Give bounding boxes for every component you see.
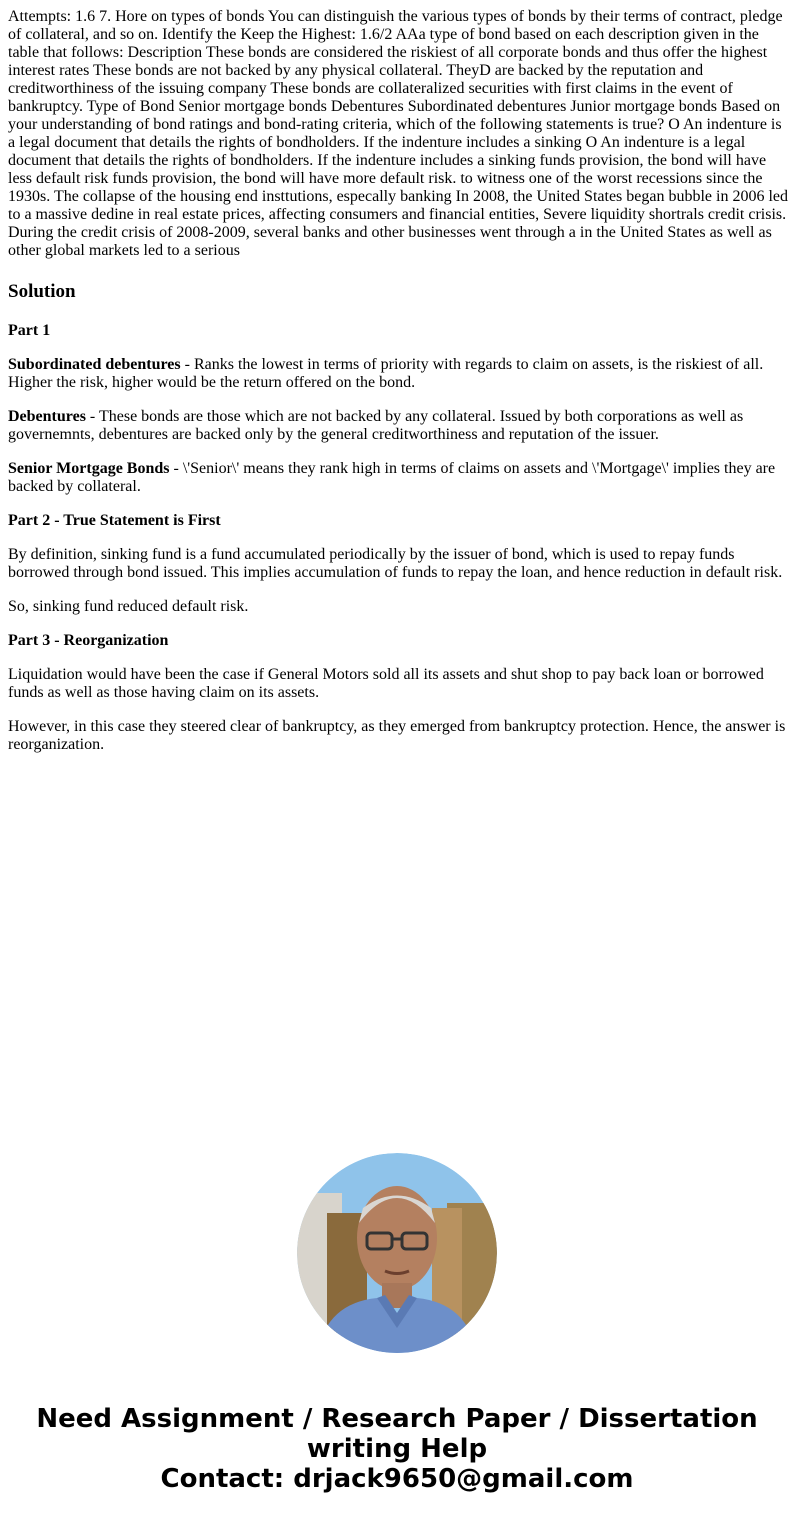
footer-line-2: writing Help — [306, 1434, 488, 1464]
document-content — [8, 8, 788, 770]
term-description: - Ranks the lowest in terms of priority with regards to claim on assets, is the riskiest of all. Higher the risk, higher would be the return offered on the bond. — [8, 356, 764, 391]
footer-line-1: Need Assignment / Research Paper / Dissertation — [36, 1404, 758, 1434]
part3-paragraph: However, in this case they steered clear of bankruptcy, as they emerged from bankruptcy protection. Hence, the answer is reorganization. — [8, 718, 786, 753]
part2-paragraph: So, sinking fund reduced default risk. — [8, 598, 249, 615]
author-avatar — [297, 1153, 497, 1353]
part3-heading: Part 3 - Reorganization — [8, 632, 169, 649]
part1-item-subordinated-debentures — [8, 356, 788, 392]
term-label: Senior Mortgage Bonds — [8, 460, 170, 477]
footer-contact: Contact: drjack9650@gmail.com — [160, 1464, 634, 1494]
question-text: Attempts: 1.6 7. Hore on types of bonds You can distinguish the various types of bonds by their terms of contract, pledge of collateral, and so on. Identify the Keep the Highest: 1.6/2 AAa type of bond based on each description given in the table that follows: Description These bonds are considered the riskiest of all corporate bonds and thus offer the highest interest rates These bonds are not backed by any physical collateral. TheyD are backed by the reputation and creditworthiness of the issuing company These bonds are collateralized securities with first claims in the event of bankruptcy. Type of Bond Senior mortgage bonds Debentures Subordinated debentures Junior mortgage bonds Based on your understanding of bond ratings and bond-rating criteria, which of the following statements is true? O An indenture is a legal document that details the rights of bondholders. If the indenture includes a sinking O An indenture is a legal document that details the rights of bondholders. If the indenture includes a sinking funds provision, the bond will have less default risk funds provision, the bond will have more default risk. to witness one of the worst recessions since the 1930s. The collapse of the housing end insttutions, especally banking In 2008, the United States began bubble in 2006 led to a massive dedine in real estate prices, affecting consumers and financial entities, Severe liquidity shortrals credit crisis. During the credit crisis of 2008-2009, several banks and other businesses went through a in the United States as well as other global markets led to a serious — [8, 8, 789, 259]
term-description: - \'Senior\' means they rank high in terms of claims on assets and \'Mortgage\' implies they are backed by collateral. — [8, 460, 776, 495]
part1-item-debentures — [8, 408, 788, 444]
term-label: Subordinated debentures — [8, 356, 181, 373]
part2-heading: Part 2 - True Statement is First — [8, 512, 221, 529]
footer-promo — [0, 1404, 794, 1494]
term-label: Debentures — [8, 408, 86, 425]
part3-paragraph: Liquidation would have been the case if General Motors sold all its assets and shut shop to pay back loan or borrowed funds as well as those having claim on its assets. — [8, 666, 764, 701]
solution-heading: Solution — [8, 281, 76, 302]
part2-paragraph: By definition, sinking fund is a fund accumulated periodically by the issuer of bond, which is used to repay funds borrowed through bond issued. This implies accumulation of funds to repay the loan, and hence reduction in default risk. — [8, 546, 783, 581]
part1-heading: Part 1 — [8, 322, 51, 339]
part1-item-senior-mortgage-bonds — [8, 460, 788, 496]
term-description: - These bonds are those which are not backed by any collateral. Issued by both corporations as well as governemnts, debentures are backed only by the general creditworthiness and reputation of the issuer. — [8, 408, 744, 443]
